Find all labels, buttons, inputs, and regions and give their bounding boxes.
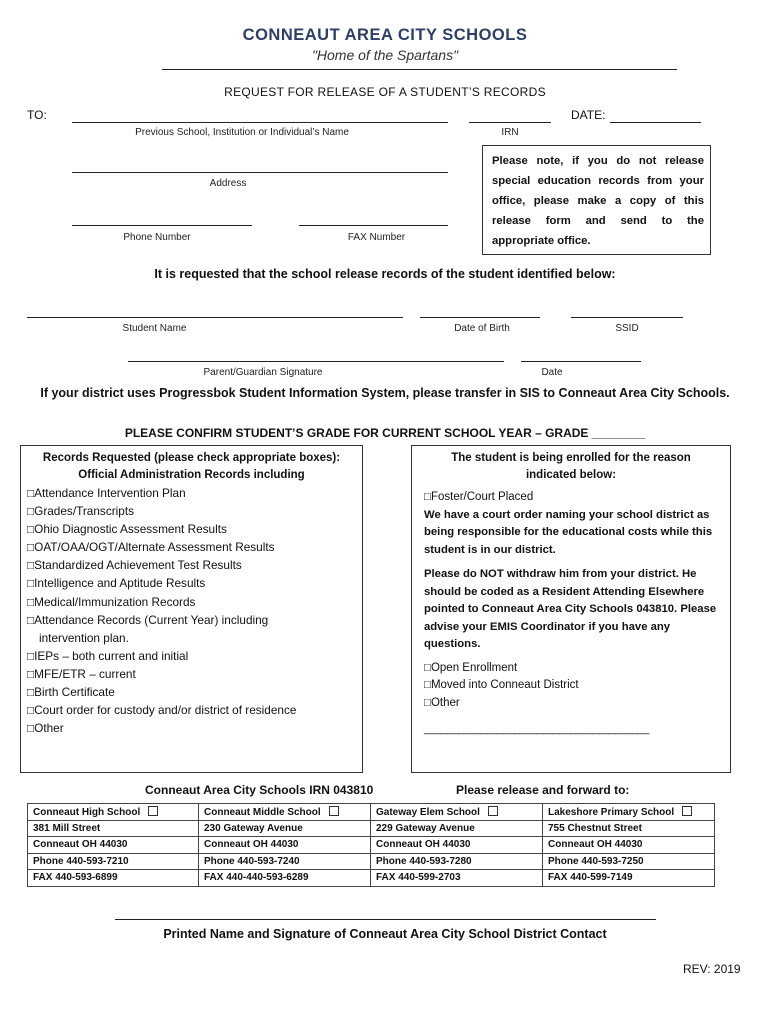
checkbox-icon[interactable]: □	[27, 540, 35, 555]
checkbox-icon[interactable]: □	[27, 703, 35, 718]
reason-content	[424, 489, 723, 739]
school-city: Conneaut OH 44030	[543, 837, 715, 854]
address-input-line[interactable]	[72, 172, 448, 173]
prev-school-caption: Previous School, Institution or Individual’s Name	[135, 127, 349, 138]
school-address: 381 Mill Street	[28, 820, 199, 837]
table-row	[28, 837, 715, 854]
address-caption: Address	[209, 178, 247, 189]
guardian-date-line[interactable]	[521, 361, 641, 362]
dob-input-line[interactable]	[420, 317, 540, 318]
table-row	[28, 820, 715, 837]
school-city: Conneaut OH 44030	[28, 837, 199, 854]
reason-heading-1: The student is being enrolled for the reason	[451, 452, 691, 464]
reason-option[interactable]: □Open Enrollment	[424, 661, 518, 674]
school-name: CONNEAUT AREA CITY SCHOOLS	[242, 26, 528, 44]
fax-caption: FAX Number	[347, 232, 406, 243]
header-divider	[162, 69, 677, 70]
checkbox-icon[interactable]: □	[424, 491, 431, 503]
guardian-signature-line[interactable]	[128, 361, 504, 362]
school-fax: FAX 440-440-593-6289	[199, 870, 371, 887]
school-phone: Phone 440-593-7210	[28, 853, 199, 870]
revision-label: REV: 2019	[683, 962, 741, 976]
school-motto: "Home of the Spartans"	[311, 47, 459, 63]
checkbox-icon[interactable]	[148, 806, 158, 816]
school-fax: FAX 440-599-2703	[371, 870, 543, 887]
signature-caption: Printed Name and Signature of Conneaut Area City School District Contact	[163, 927, 607, 941]
record-item[interactable]: □Birth Certificate	[27, 685, 115, 700]
checkbox-icon[interactable]	[682, 806, 692, 816]
record-item[interactable]: □Other	[27, 721, 64, 736]
irn-text: Conneaut Area City Schools IRN 043810	[145, 783, 374, 797]
date-input-line[interactable]	[610, 122, 701, 123]
grade-confirm: PLEASE CONFIRM STUDENT’S GRADE FOR CURRENT SCHOOL YEAR – GRADE ________	[124, 426, 646, 440]
school-fax: FAX 440-599-7149	[543, 870, 715, 887]
student-name-input-line[interactable]	[27, 317, 403, 318]
school-phone: Phone 440-593-7280	[371, 853, 543, 870]
records-checklist	[27, 484, 362, 737]
checkbox-icon[interactable]	[488, 806, 498, 816]
school-city: Conneaut OH 44030	[199, 837, 371, 854]
records-requested-box	[20, 445, 363, 773]
guardian-caption: Parent/Guardian Signature	[203, 367, 323, 378]
school-name-cell[interactable]: Lakeshore Primary School	[543, 804, 715, 821]
record-item[interactable]: □Intelligence and Aptitude Results	[27, 576, 206, 591]
record-item[interactable]: □OAT/OAA/OGT/Alternate Assessment Results	[27, 540, 275, 555]
table-row	[28, 870, 715, 887]
checkbox-icon[interactable]: □	[27, 522, 35, 537]
date-label: DATE:	[571, 108, 606, 122]
school-phone: Phone 440-593-7250	[543, 853, 715, 870]
record-item[interactable]: □Ohio Diagnostic Assessment Results	[27, 522, 227, 537]
special-ed-note: Please note, if you do not release special education records from your office, please make a copy of this release form and send to the appropriate office.	[482, 145, 711, 255]
withdraw-text: Please do NOT withdraw him from your district. He should be coded as a Resident Attending Elsewhere pointed to Conneaut Area City Schools 043810. Please advise your EMIS Coordinator if you have any questions.	[424, 568, 717, 650]
reason-heading-2: indicated below:	[525, 469, 617, 481]
table-row	[28, 853, 715, 870]
record-item[interactable]: □Medical/Immunization Records	[27, 594, 196, 609]
irn-caption: IRN	[501, 127, 519, 138]
school-address: 229 Gateway Avenue	[371, 820, 543, 837]
checkbox-icon[interactable]: □	[27, 576, 35, 591]
record-item[interactable]: □Attendance Records (Current Year) including	[27, 612, 269, 627]
record-item[interactable]: □Court order for custody and/or district of residence	[27, 703, 297, 718]
contact-signature-line[interactable]	[115, 919, 656, 920]
record-item[interactable]: □IEPs – both current and initial	[27, 648, 189, 663]
record-item[interactable]: □Attendance Intervention Plan	[27, 486, 186, 500]
form-title: REQUEST FOR RELEASE OF A STUDENT’S RECORDS	[224, 85, 546, 99]
school-name-cell[interactable]: Gateway Elem School	[371, 804, 543, 821]
checkbox-icon[interactable]: □	[424, 679, 431, 691]
phone-caption: Phone Number	[123, 232, 191, 243]
other-input-line[interactable]: ________________________________________	[424, 723, 649, 735]
progressbook-note: If your district uses Progressbok Student Information System, please transfer in SIS to Conneaut Area City Schools.	[40, 386, 730, 400]
schools-table	[27, 803, 715, 887]
checkbox-icon[interactable]: □	[27, 685, 35, 700]
checkbox-icon[interactable]: □	[424, 696, 431, 709]
school-address: 230 Gateway Avenue	[199, 820, 371, 837]
forward-text: Please release and forward to:	[456, 783, 630, 797]
checkbox-icon[interactable]: □	[27, 486, 35, 500]
checkbox-icon[interactable]: □	[27, 594, 35, 609]
checkbox-icon[interactable]	[329, 806, 339, 816]
dob-caption: Date of Birth	[454, 323, 510, 334]
school-address: 755 Chestnut Street	[543, 820, 715, 837]
checkbox-icon[interactable]: □	[424, 661, 431, 674]
record-item[interactable]: □Standardized Achievement Test Results	[27, 558, 242, 573]
reason-option[interactable]: □Other	[424, 696, 460, 709]
student-name-caption: Student Name	[122, 323, 187, 334]
records-heading-2: Official Administration Records including	[78, 469, 305, 481]
checkbox-icon[interactable]: □	[27, 612, 35, 627]
record-item[interactable]: □Grades/Transcripts	[27, 504, 135, 519]
date-caption: Date	[541, 367, 563, 378]
enrollment-reason-box	[411, 445, 731, 773]
request-statement: It is requested that the school release records of the student identified below:	[154, 267, 616, 281]
record-item-continuation: intervention plan.	[39, 630, 129, 645]
to-input-line[interactable]	[72, 122, 448, 123]
checkbox-icon[interactable]: □	[27, 648, 35, 663]
school-name-cell[interactable]: Conneaut High School	[28, 804, 199, 821]
checkbox-icon[interactable]: □	[27, 666, 35, 681]
table-row	[28, 804, 715, 821]
checkbox-icon[interactable]: □	[27, 504, 35, 519]
phone-input-line[interactable]	[72, 225, 252, 226]
checkbox-icon[interactable]: □	[27, 558, 35, 573]
school-city: Conneaut OH 44030	[371, 837, 543, 854]
reason-option[interactable]: □Moved into Conneaut District	[424, 679, 579, 691]
irn-input-line[interactable]	[469, 122, 551, 123]
fax-input-line[interactable]	[299, 225, 448, 226]
school-phone: Phone 440-593-7240	[199, 853, 371, 870]
ssid-input-line[interactable]	[571, 317, 683, 318]
ssid-caption: SSID	[615, 323, 639, 334]
record-item[interactable]: □MFE/ETR – current	[27, 666, 136, 681]
records-heading-1: Records Requested (please check appropriate boxes):	[42, 452, 341, 464]
school-name-cell[interactable]: Conneaut Middle School	[199, 804, 371, 821]
school-fax: FAX 440-593-6899	[28, 870, 199, 887]
court-order-text: We have a court order naming your school district as being responsible for the educational costs while this student is in our district.	[424, 508, 713, 556]
to-label: TO:	[27, 108, 47, 122]
reason-foster[interactable]: □Foster/Court Placed	[424, 491, 534, 503]
checkbox-icon[interactable]: □	[27, 721, 35, 736]
